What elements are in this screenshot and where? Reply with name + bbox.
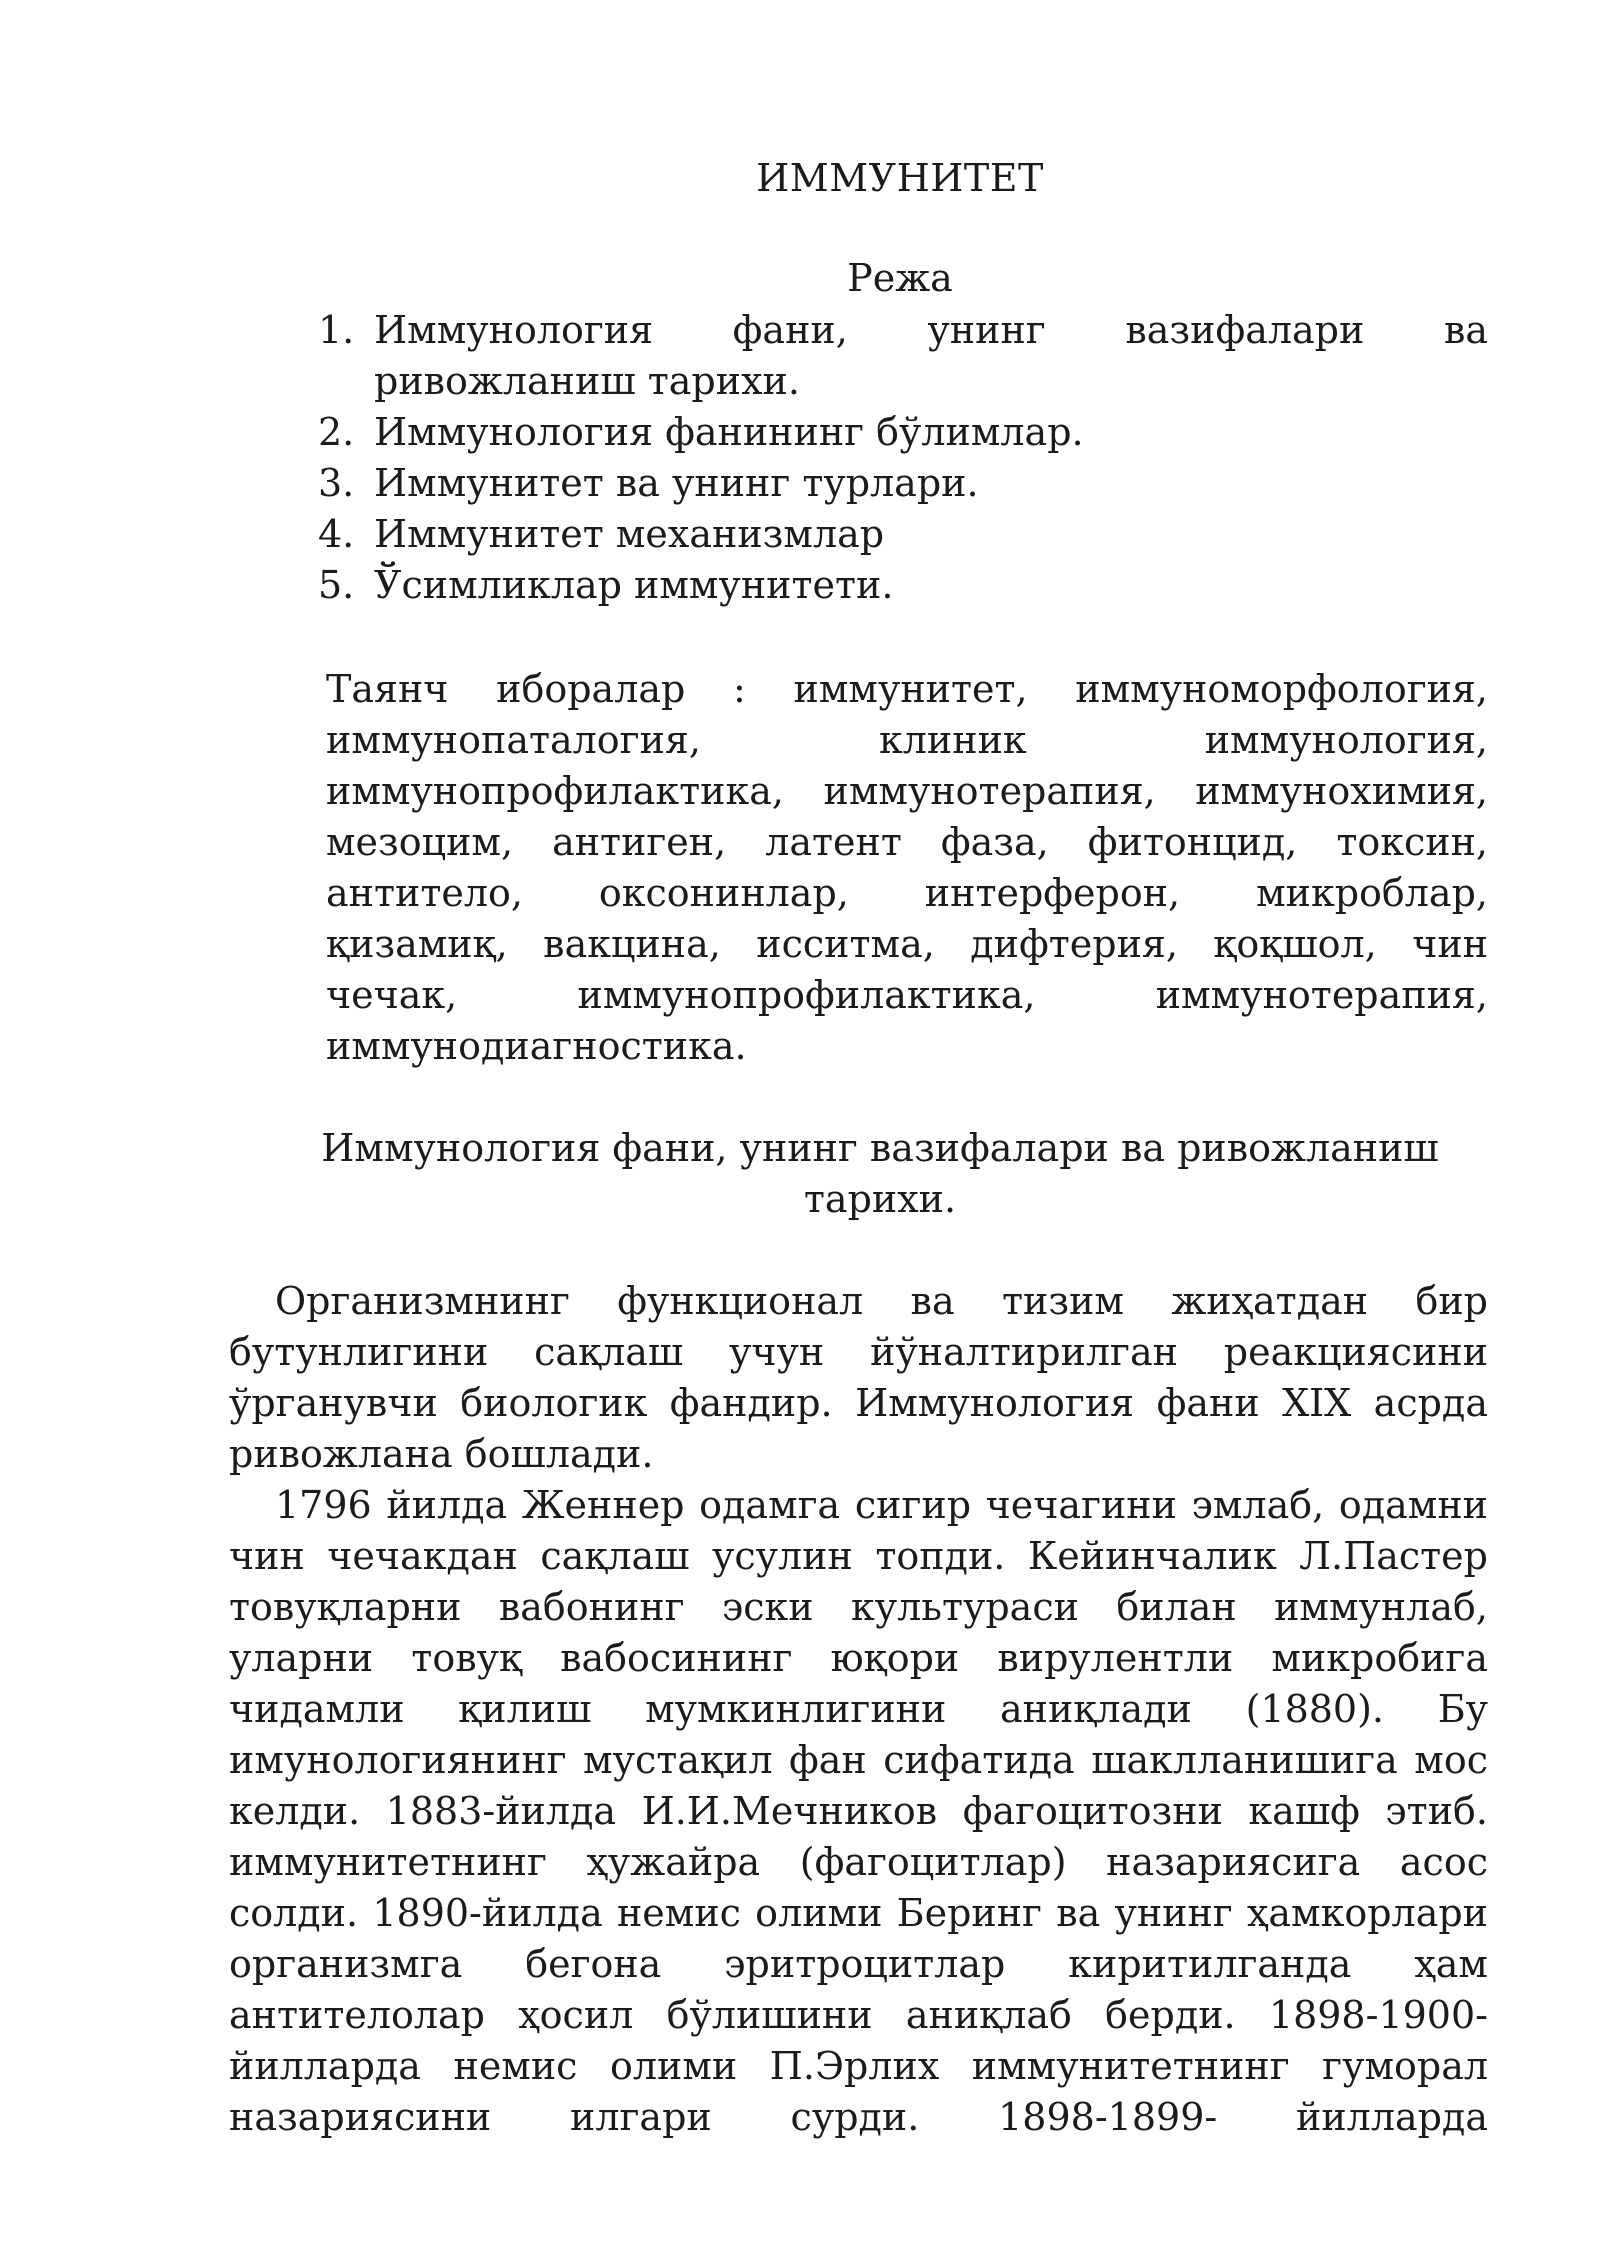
plan-item [318, 509, 1488, 560]
plan-item-text: Иммунология фани, унинг вазифалари ва ривожланиш тарихи. [374, 308, 1488, 403]
section-heading-line: Иммунология фани, унинг вазифалари ва ривожланиш [321, 1126, 1439, 1170]
keywords-paragraph: Таянч иборалар : иммунитет, иммуноморфология, иммунопаталогия, клиник иммунология, иммунопрофилактика, иммунотерапия, иммунохимия, мезоцим, антиген, латент фаза, фитонцид, токсин, антитело, оксонинлар, интерферон, микроблар, қизамиқ, вакцина, исситма, дифтерия, қоқшол, чин чечак, иммунопрофилактика, иммунотерапия, иммунодиагностика. [326, 667, 1488, 1068]
plan-item-number: 4. [318, 512, 355, 556]
section-heading-line: тарихи. [803, 1177, 957, 1221]
section-heading [300, 1123, 1460, 1225]
plan-list [318, 305, 1488, 611]
body-paragraph: 1796 йилда Женнер одамга сигир чечагини эмлаб, одамни чин чечакдан сақлаш усулин топди. Кейинчалик Л.Пастер товуқларни вабонинг эски культураси билан иммунлаб, уларни товуқ вабосининг юқори вирулентли микробига чидамли қилиш мумкинлигини аниқлади (1880). Бу имунологиянинг мустақил фан сифатида шаклланишига мос келди. 1883-йилда И.И.Мечников фагоцитозни кашф этиб. иммунитетнинг ҳужайра (фагоцитлар) назариясига асос солди. 1890-йилда немис олими Беринг ва унинг ҳамкорлари организмга бегона эритроцитлар киритилганда ҳам антителолар ҳосил бўлишини аниқлаб берди. 1898-1900-йилларда немис олими П.Эрлих иммунитетнинг гуморал назариясини илгари сурди. 1898-1899- йилларда [229, 1483, 1488, 2139]
plan-heading: Режа [847, 256, 953, 300]
plan-item-text: Ўсимликлар иммунитети. [374, 563, 894, 607]
plan-item [318, 305, 1488, 407]
plan-item-number: 2. [318, 410, 355, 454]
plan-item-number: 3. [318, 461, 355, 505]
plan-item-number: 1. [318, 308, 355, 352]
plan-item-text: Иммунология фанининг бўлимлар. [374, 410, 1084, 454]
body-paragraph: Организмнинг функционал ва тизим жиҳатдан бир бутунлигини сақлаш учун йўналтирилган реакциясини ўрганувчи биологик фандир. Иммунология фани XIX асрда ривожлана бошлади. [229, 1279, 1488, 1476]
plan-item-text: Иммунитет ва унинг турлари. [374, 461, 979, 505]
plan-item [318, 560, 1488, 611]
plan-item [318, 458, 1488, 509]
body-text [229, 1276, 1488, 2143]
plan-item-text: Иммунитет механизмлар [374, 512, 885, 556]
document-title: ИММУНИТЕТ [756, 156, 1044, 200]
plan-item [318, 407, 1488, 458]
plan-item-number: 5. [318, 563, 355, 607]
